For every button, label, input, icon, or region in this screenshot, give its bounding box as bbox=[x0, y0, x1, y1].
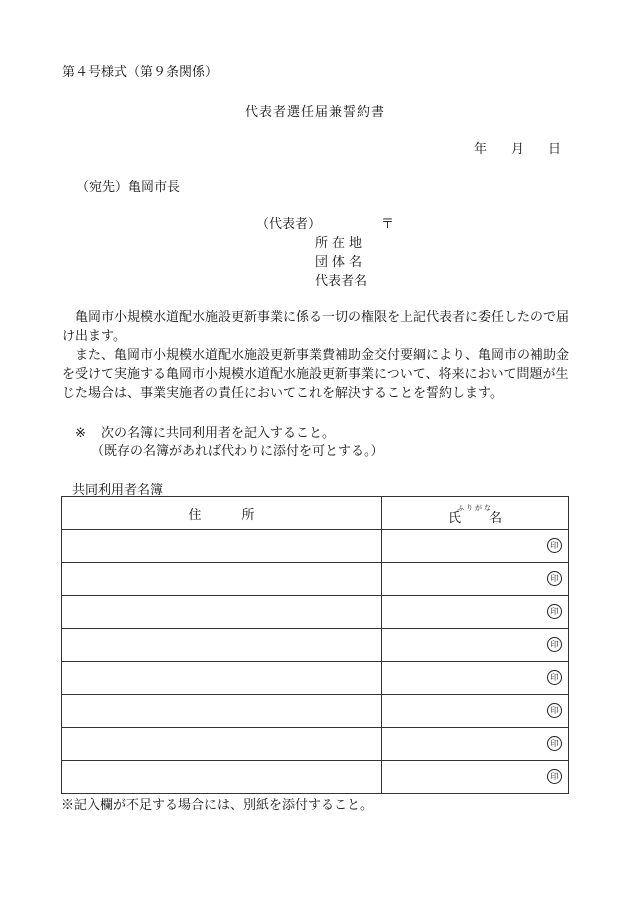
table-row bbox=[62, 728, 569, 761]
representative-label: （代表者） bbox=[256, 217, 322, 232]
representative-group-label: 団体名 bbox=[315, 255, 367, 270]
address-cell[interactable] bbox=[62, 596, 382, 629]
seal-icon: 印 bbox=[547, 670, 562, 685]
seal-icon: 印 bbox=[547, 571, 562, 586]
name-cell[interactable] bbox=[382, 596, 569, 629]
seal-icon: 印 bbox=[547, 736, 562, 751]
address-cell[interactable] bbox=[62, 563, 382, 596]
name-header-label: 氏名 bbox=[447, 511, 530, 526]
address-cell[interactable] bbox=[62, 728, 382, 761]
column-header-name bbox=[382, 497, 569, 530]
table-row bbox=[62, 761, 569, 794]
body-paragraph-1: 亀岡市小規模水道配水施設更新事業に係る一切の権限を上記代表者に委任したので届け出ます。 bbox=[62, 310, 570, 344]
members-table bbox=[61, 496, 569, 794]
address-cell[interactable] bbox=[62, 695, 382, 728]
name-cell[interactable] bbox=[382, 530, 569, 563]
date-day: 日 bbox=[548, 142, 562, 157]
postal-mark: 〒 bbox=[381, 217, 395, 232]
name-cell[interactable] bbox=[382, 629, 569, 662]
note-subtext: （既存の名簿があれば代わりに添付を可とする。） bbox=[91, 444, 384, 459]
column-header-address: 住所 bbox=[62, 497, 382, 530]
footnote: ※記入欄が不足する場合には、別紙を添付すること。 bbox=[61, 798, 374, 813]
table-header-row bbox=[62, 497, 569, 530]
table-row bbox=[62, 662, 569, 695]
table-row bbox=[62, 530, 569, 563]
name-cell[interactable] bbox=[382, 761, 569, 794]
form-number: 第４号様式（第９条関係） bbox=[62, 65, 219, 80]
name-cell[interactable] bbox=[382, 695, 569, 728]
address-cell[interactable] bbox=[62, 530, 382, 563]
name-ruby: ふりがな bbox=[457, 504, 493, 512]
address-cell[interactable] bbox=[62, 662, 382, 695]
date-year: 年 bbox=[474, 142, 488, 157]
addressee: （宛先）亀岡市長 bbox=[76, 180, 181, 195]
table-caption: 共同利用者名簿 bbox=[72, 483, 164, 498]
seal-icon: 印 bbox=[547, 769, 562, 784]
note-mark: ※ bbox=[75, 426, 86, 441]
representative-name-label: 代表者名 bbox=[315, 274, 368, 289]
name-cell[interactable] bbox=[382, 728, 569, 761]
document-title: 代表者選任届兼誓約書 bbox=[244, 105, 385, 120]
seal-icon: 印 bbox=[547, 703, 562, 718]
note-text: 次の名簿に共同利用者を記入すること。 bbox=[101, 426, 336, 441]
name-cell[interactable] bbox=[382, 563, 569, 596]
seal-icon: 印 bbox=[547, 538, 562, 553]
seal-icon: 印 bbox=[547, 604, 562, 619]
date-month: 月 bbox=[511, 142, 525, 157]
date-line bbox=[474, 143, 561, 156]
seal-icon: 印 bbox=[547, 637, 562, 652]
table-row bbox=[62, 596, 569, 629]
table-row bbox=[62, 629, 569, 662]
representative-address-label: 所在地 bbox=[315, 236, 367, 251]
table-row bbox=[62, 695, 569, 728]
address-cell[interactable] bbox=[62, 629, 382, 662]
body-paragraph-2: また、亀岡市小規模水道配水施設更新事業費補助金交付要綱により、亀岡市の補助金を受けて実施する亀岡市小規模水道配水施設更新事業について、将来において問題が生じた場合は、事業実施者の責任においてこれを解決することを誓約します。 bbox=[62, 348, 570, 401]
name-cell[interactable] bbox=[382, 662, 569, 695]
table-row bbox=[62, 563, 569, 596]
address-cell[interactable] bbox=[62, 761, 382, 794]
